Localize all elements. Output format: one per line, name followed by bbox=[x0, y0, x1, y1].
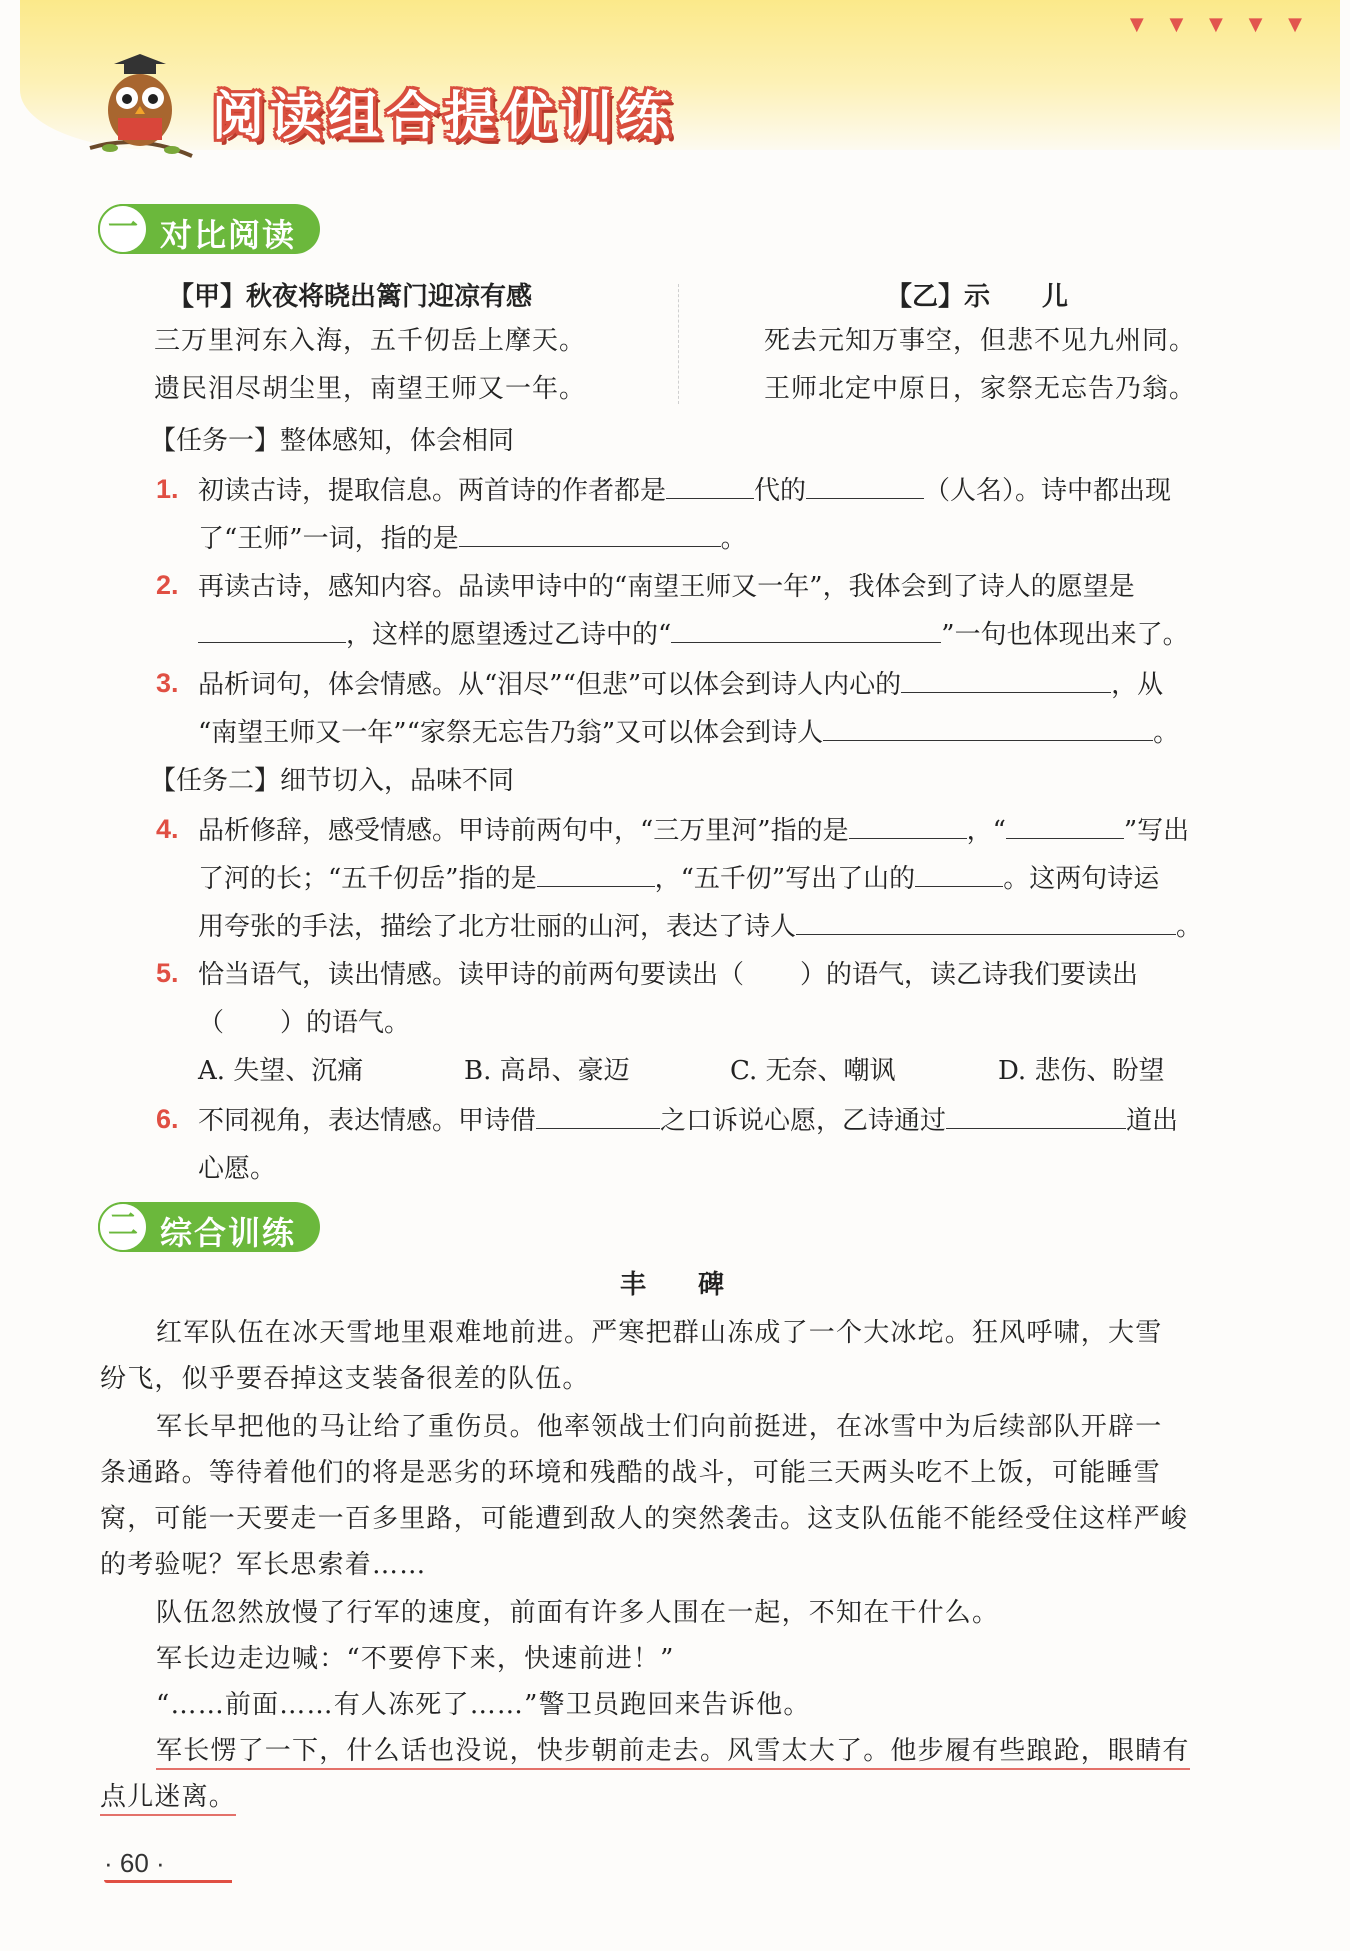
answer-blank-speaker[interactable] bbox=[536, 1104, 660, 1129]
poem-b-title: 【乙】示 儿 bbox=[886, 282, 1069, 312]
answer-blank-poet-name[interactable] bbox=[806, 474, 924, 499]
answer-blank-river-word[interactable] bbox=[1006, 814, 1124, 839]
question-5-text-c: （ bbox=[198, 1008, 225, 1038]
section-number: 二 bbox=[98, 1202, 148, 1252]
section-label: 综合训练 bbox=[160, 1214, 297, 1252]
question-3-line-2 bbox=[198, 716, 1179, 750]
story-line: 窝，可能一天要走一百多里路，可能遭到敌人的突然袭击。这支队伍能不能经受住这样严峻 bbox=[100, 1504, 1189, 1534]
story-line: 军长边走边喊：“不要停下来，快速前进！” bbox=[156, 1644, 675, 1674]
question-1-text-a: 初读古诗，提取信息。两首诗的作者都是 bbox=[198, 476, 667, 506]
answer-blank-mountain-feature[interactable] bbox=[915, 862, 1003, 887]
question-2-text-b: ，这样的愿望透过乙诗中的“ bbox=[346, 620, 672, 650]
poem-b-line-2: 王师北定中原日，家祭无忘告乃翁。 bbox=[764, 374, 1197, 404]
page-number-underline bbox=[104, 1880, 232, 1883]
question-5-text-b: ）的语气，读乙诗我们要读出 bbox=[800, 960, 1139, 990]
answer-blank-method[interactable] bbox=[946, 1104, 1126, 1129]
question-1-line-2 bbox=[198, 522, 747, 556]
answer-blank-poem-b-line[interactable] bbox=[671, 618, 941, 643]
question-5-number: 5. bbox=[156, 958, 179, 988]
answer-blank-inner-feeling[interactable] bbox=[901, 668, 1111, 693]
question-3-text-d: 。 bbox=[1153, 718, 1180, 748]
owl-mascot-icon bbox=[80, 48, 200, 168]
task-one-heading: 【任务一】整体感知，体会相同 bbox=[150, 426, 515, 456]
question-1-text-d: 了“王师”一词，指的是 bbox=[198, 524, 459, 554]
question-5-text-a: 恰当语气，读出情感。读甲诗的前两句要读出（ bbox=[198, 960, 745, 990]
poem-a-title: 【甲】秋夜将晓出篱门迎凉有感 bbox=[168, 282, 533, 312]
story-line: 的考验呢？军长思索着…… bbox=[100, 1550, 427, 1580]
question-4-number: 4. bbox=[156, 814, 179, 844]
question-4-text-e: ，“五千仞”写出了山的 bbox=[654, 864, 916, 894]
banner-decoration: ▼ ▼ ▼ ▼ ▼ bbox=[1129, 14, 1312, 35]
question-4-line-1 bbox=[198, 814, 1189, 848]
story-line: “……前面……有人冻死了……”警卫员跑回来告诉他。 bbox=[156, 1690, 811, 1720]
story-line: 纷飞，似乎要吞掉这支装备很差的队伍。 bbox=[100, 1364, 590, 1394]
question-6-line-2: 心愿。 bbox=[198, 1154, 277, 1184]
question-3-line-1 bbox=[198, 668, 1163, 702]
answer-blank-poet-emotion[interactable] bbox=[823, 716, 1153, 741]
story-line-underlined: 点儿迷离。 bbox=[100, 1780, 236, 1816]
question-1-text-e: 。 bbox=[720, 524, 747, 554]
question-2-line-1: 再读古诗，感知内容。品读甲诗中的“南望王师又一年”，我体会到了诗人的愿望是 bbox=[198, 572, 1135, 602]
question-4-text-g: 用夸张的手法，描绘了北方壮丽的山河，表达了诗人 bbox=[198, 912, 797, 942]
question-4-text-a: 品析修辞，感受情感。甲诗前两句中，“三万里河”指的是 bbox=[198, 816, 849, 846]
page-title: 阅读组合提优训练 bbox=[212, 87, 677, 147]
question-6-number: 6. bbox=[156, 1104, 179, 1134]
question-4-text-d: 了河的长；“五千仞岳”指的是 bbox=[198, 864, 537, 894]
question-1-number: 1. bbox=[156, 474, 179, 504]
question-4-text-f: 。这两句诗运 bbox=[1003, 864, 1160, 894]
section-number: 一 bbox=[98, 204, 148, 254]
poem-a-line-1: 三万里河东入海，五千仞岳上摩天。 bbox=[154, 326, 587, 356]
poem-a-line-2: 遗民泪尽胡尘里，南望王师又一年。 bbox=[154, 374, 587, 404]
question-6-text-b: 之口诉说心愿，乙诗通过 bbox=[660, 1106, 947, 1136]
question-3-number: 3. bbox=[156, 668, 179, 698]
story-line: 队伍忽然放慢了行军的速度，前面有许多人围在一起，不知在干什么。 bbox=[156, 1598, 1000, 1628]
answer-blank-dynasty[interactable] bbox=[666, 474, 754, 499]
question-5-line-1 bbox=[198, 958, 1138, 992]
task-two-heading: 【任务二】细节切入，品味不同 bbox=[150, 766, 515, 796]
answer-blank-river-meaning[interactable] bbox=[849, 814, 967, 839]
page-number: · 60 · bbox=[104, 1848, 165, 1878]
question-4-text-c: ”写出 bbox=[1123, 816, 1190, 846]
question-3-text-b: ，从 bbox=[1111, 670, 1164, 700]
question-4-line-2 bbox=[198, 862, 1159, 896]
question-4-line-3 bbox=[198, 910, 1202, 944]
question-4-text-h: 。 bbox=[1176, 912, 1203, 942]
question-3-text-a: 品析词句，体会情感。从“泪尽”“但悲”可以体会到诗人内心的 bbox=[198, 670, 902, 700]
story-line: 条通路。等待着他们的将是恶劣的环境和残酷的战斗，可能三天两头吃不上饭，可能睡雪 bbox=[100, 1458, 1161, 1488]
question-6-text-c: 道出 bbox=[1126, 1106, 1179, 1136]
question-5-text-d: ）的语气。 bbox=[280, 1008, 411, 1038]
question-3-text-c: “南望王师又一年”“家祭无忘告乃翁”又可以体会到诗人 bbox=[198, 718, 824, 748]
question-4-text-b: ，“ bbox=[966, 816, 1006, 846]
question-5-line-2 bbox=[198, 1006, 410, 1040]
story-title: 丰 碑 bbox=[620, 1270, 725, 1300]
section-tag-comparative-reading bbox=[98, 204, 320, 254]
option-c[interactable]: C. 无奈、嘲讽 bbox=[730, 1056, 896, 1086]
option-d[interactable]: D. 悲伤、盼望 bbox=[998, 1056, 1165, 1086]
option-a[interactable]: A. 失望、沉痛 bbox=[198, 1056, 364, 1086]
story-line: 军长早把他的马让给了重伤员。他率领战士们向前挺进，在冰雪中为后续部队开辟一 bbox=[156, 1412, 1163, 1442]
answer-blank-poet-expression[interactable] bbox=[796, 910, 1176, 935]
question-2-line-2 bbox=[198, 618, 1189, 652]
story-line: 红军队伍在冰天雪地里艰难地前进。严寒把群山冻成了一个大冰坨。狂风呼啸，大雪 bbox=[156, 1318, 1163, 1348]
section-tag-comprehensive-training bbox=[98, 1202, 320, 1252]
question-1-text-b: 代的 bbox=[754, 476, 807, 506]
answer-blank-poet-wish[interactable] bbox=[198, 618, 346, 643]
question-6-line-1 bbox=[198, 1104, 1178, 1138]
question-6-text-a: 不同视角，表达情感。甲诗借 bbox=[198, 1106, 537, 1136]
question-1-text-c: （人名）。诗中都出现 bbox=[924, 476, 1172, 506]
option-b[interactable]: B. 高昂、豪迈 bbox=[464, 1056, 630, 1086]
poem-divider bbox=[678, 284, 679, 404]
story-line-underlined: 军长愣了一下，什么话也没说，快步朝前走去。风雪太大了。他步履有些踉跄，眼睛有 bbox=[156, 1734, 1190, 1770]
question-1-line-1 bbox=[198, 474, 1171, 508]
poem-b-line-1: 死去元知万事空，但悲不见九州同。 bbox=[764, 326, 1197, 356]
answer-blank-mountain-meaning[interactable] bbox=[537, 862, 655, 887]
answer-blank-wangshi-meaning[interactable] bbox=[459, 522, 721, 547]
question-2-text-c: ”一句也体现出来了。 bbox=[941, 620, 1189, 650]
section-label: 对比阅读 bbox=[160, 216, 297, 254]
question-2-number: 2. bbox=[156, 570, 179, 600]
